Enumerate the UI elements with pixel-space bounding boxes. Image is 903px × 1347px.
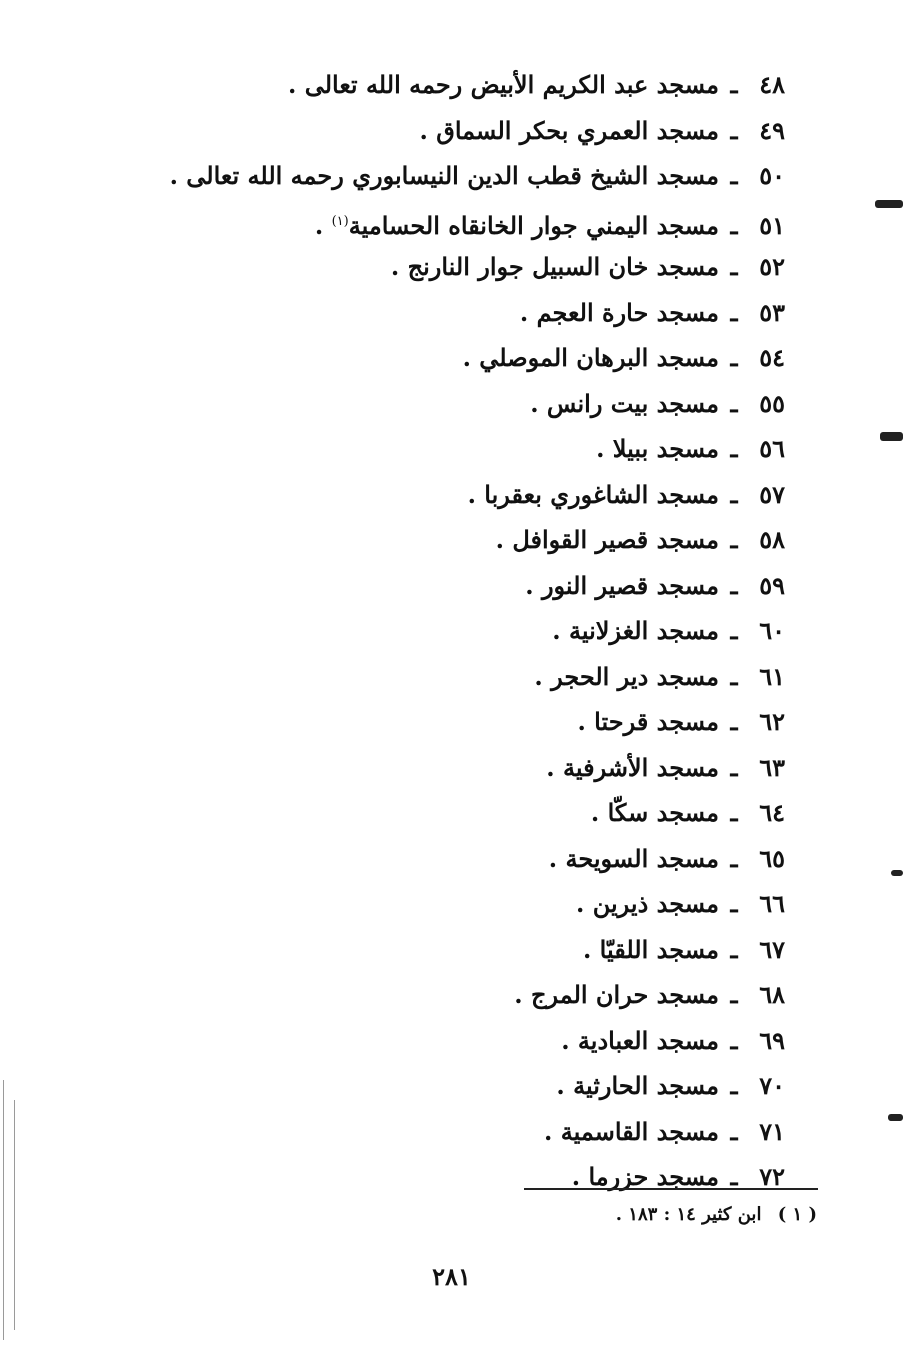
- entry-title: مسجد قرحتا .: [577, 707, 719, 736]
- mosque-list: [145, 62, 785, 1200]
- entry-separator: ـ: [730, 525, 738, 554]
- page-number: ٢٨١: [432, 1262, 471, 1291]
- footnote-separator-rule: [524, 1188, 818, 1190]
- entry-title: مسجد الأشرفية .: [546, 752, 719, 782]
- list-item: [145, 563, 785, 609]
- entry-separator: ـ: [730, 570, 738, 600]
- entry-title: مسجد العمري بحكر السماق .: [419, 115, 719, 145]
- entry-number: ٤٩: [759, 115, 785, 145]
- list-item: [145, 927, 785, 973]
- entry-title: مسجد خان السبيل جوار النارنج .: [390, 252, 719, 281]
- list-item: [145, 62, 785, 108]
- entry-title: مسجد دير الحجر .: [534, 661, 719, 691]
- entry-number: ٥٠: [759, 161, 785, 190]
- entry-number: ٥٨: [759, 525, 785, 554]
- entry-title: مسجد اللقيّا .: [582, 934, 719, 964]
- entry-separator: ـ: [730, 1162, 738, 1191]
- entry-title: مسجد الغزلانية .: [552, 616, 719, 645]
- entry-number: ٦٣: [759, 752, 785, 782]
- entry-text: [596, 434, 719, 463]
- entry-separator: ـ: [730, 210, 738, 240]
- list-item: [145, 836, 785, 882]
- entry-separator: ـ: [730, 661, 738, 691]
- entry-text: [544, 1117, 719, 1146]
- entry-text: [577, 707, 719, 736]
- list-item: [145, 426, 785, 472]
- footnote: [616, 1200, 817, 1230]
- entry-number: ٦٨: [759, 980, 785, 1009]
- entry-text: [576, 889, 719, 918]
- entry-text: [391, 252, 719, 281]
- list-item: [145, 108, 785, 154]
- scan-edge-mark: [875, 200, 903, 208]
- entry-text: [583, 935, 719, 964]
- scan-edge-mark: [888, 1114, 903, 1121]
- entry-number: ٦٥: [759, 843, 785, 873]
- entry-separator: ـ: [730, 388, 738, 418]
- entry-text: [556, 1071, 719, 1100]
- entry-separator: ـ: [730, 752, 738, 782]
- entry-separator: ـ: [730, 1025, 738, 1055]
- entry-separator: ـ: [730, 843, 738, 873]
- entry-separator: ـ: [730, 70, 738, 99]
- entry-title: مسجد السويحة .: [548, 843, 719, 873]
- list-item: [145, 199, 785, 245]
- entry-text: [525, 571, 719, 600]
- entry-title: مسجد البرهان الموصلي .: [462, 343, 719, 372]
- entry-number: ٥٦: [759, 434, 785, 463]
- entry-text: [530, 389, 719, 418]
- entry-text: [552, 616, 719, 645]
- list-item: [145, 1063, 785, 1109]
- entry-text: [514, 980, 719, 1009]
- entry-number: ٦٠: [759, 616, 785, 645]
- list-item: [145, 1109, 785, 1155]
- entry-number: ٥٩: [759, 570, 785, 600]
- entry-title: مسجد سكّا .: [590, 798, 719, 827]
- entry-separator: ـ: [730, 161, 738, 190]
- entry-title: مسجد بيت رانس .: [530, 388, 719, 418]
- list-item: [145, 699, 785, 745]
- entry-number: ٥٤: [759, 343, 785, 372]
- entry-number: ٦٦: [759, 889, 785, 918]
- entry-text: [463, 343, 719, 372]
- entry-text: [496, 525, 719, 554]
- list-item: [145, 472, 785, 518]
- footnote-marker: ( ١ ): [777, 1204, 817, 1225]
- entry-text: [561, 1026, 719, 1055]
- entry-title: مسجد الشيخ قطب الدين النيسابوري رحمه الله تعالى .: [169, 161, 719, 190]
- entry-title: مسجد قصير النور .: [525, 570, 719, 600]
- entry-number: ٦٩: [759, 1025, 785, 1055]
- entry-number: ٥٧: [759, 479, 785, 509]
- entry-title: مسجد عبد الكريم الأبيض رحمه الله تعالى .: [287, 70, 719, 99]
- list-item: [145, 654, 785, 700]
- scan-border-line: [3, 1080, 4, 1340]
- entry-number: ٧٠: [759, 1071, 785, 1100]
- entry-text: [572, 1162, 719, 1191]
- list-item: [145, 335, 785, 381]
- list-item: [145, 381, 785, 427]
- entry-title: مسجد حزرما .: [571, 1162, 719, 1191]
- entry-title: مسجد حران المرج .: [514, 980, 719, 1009]
- entry-separator: ـ: [730, 889, 738, 918]
- entry-text: [288, 70, 719, 99]
- entry-number: ٥٣: [759, 297, 785, 327]
- entry-number: ٥٢: [759, 252, 785, 281]
- list-item: [145, 290, 785, 336]
- list-item: [145, 517, 785, 563]
- entry-title: مسجد القاسمية .: [544, 1116, 719, 1146]
- entry-number: ٤٨: [759, 70, 785, 99]
- entry-text: [549, 844, 719, 873]
- entry-number: ٧١: [759, 1116, 785, 1146]
- entry-separator: ـ: [730, 934, 738, 964]
- entry-title: مسجد ببيلا .: [596, 434, 719, 463]
- entry-separator: ـ: [730, 1116, 738, 1146]
- entry-number: ٦٧: [759, 934, 785, 964]
- entry-text: [170, 161, 719, 190]
- entry-terminal-punctuation: .: [314, 210, 332, 240]
- entry-title: مسجد الحارثية .: [556, 1071, 719, 1100]
- entry-separator: ـ: [730, 1071, 738, 1100]
- list-item: [145, 790, 785, 836]
- entry-separator: ـ: [730, 252, 738, 281]
- list-item: [145, 1154, 785, 1200]
- list-item: [145, 608, 785, 654]
- entry-separator: ـ: [730, 115, 738, 145]
- list-item: [145, 1018, 785, 1064]
- entry-title: مسجد ذيرين .: [576, 889, 719, 918]
- entry-separator: ـ: [730, 343, 738, 372]
- footnote-text: ابن كثير ١٤ : ١٨٣ .: [615, 1204, 762, 1225]
- entry-separator: ـ: [730, 980, 738, 1009]
- entry-separator: ـ: [730, 479, 738, 509]
- entry-number: ٥٥: [759, 388, 785, 418]
- list-item: [145, 881, 785, 927]
- entry-title: مسجد الشاغوري بعقربا .: [467, 479, 719, 509]
- entry-separator: ـ: [730, 616, 738, 645]
- entry-number: ٦٤: [759, 798, 785, 827]
- entry-text: [591, 798, 719, 827]
- list-item: [145, 745, 785, 791]
- list-item: [145, 972, 785, 1018]
- scan-border-line: [14, 1100, 15, 1330]
- entry-number: ٥١: [759, 210, 785, 240]
- entry-text: [534, 662, 719, 691]
- footnote-reference: (١): [331, 213, 349, 229]
- list-item: [145, 153, 785, 199]
- entry-number: ٦١: [759, 661, 785, 691]
- entry-text: [546, 753, 719, 782]
- entry-separator: ـ: [730, 798, 738, 827]
- entry-text: [468, 480, 719, 509]
- entry-text: [420, 116, 719, 145]
- entry-separator: ـ: [730, 707, 738, 736]
- list-item: [145, 244, 785, 290]
- entry-separator: ـ: [730, 297, 738, 327]
- entry-title: مسجد اليمني جوار الخانقاه الحسامية: [348, 210, 719, 240]
- scan-edge-mark: [880, 432, 903, 441]
- entry-title: مسجد العبادية .: [561, 1025, 719, 1055]
- entry-number: ٦٢: [759, 707, 785, 736]
- entry-number: ٧٢: [759, 1162, 785, 1191]
- entry-title: مسجد قصير القوافل .: [495, 525, 719, 554]
- entry-separator: ـ: [730, 434, 738, 463]
- entry-text: [520, 298, 719, 327]
- entry-text: [315, 211, 719, 240]
- entry-title: مسجد حارة العجم .: [519, 297, 719, 327]
- scan-edge-mark: [891, 870, 903, 876]
